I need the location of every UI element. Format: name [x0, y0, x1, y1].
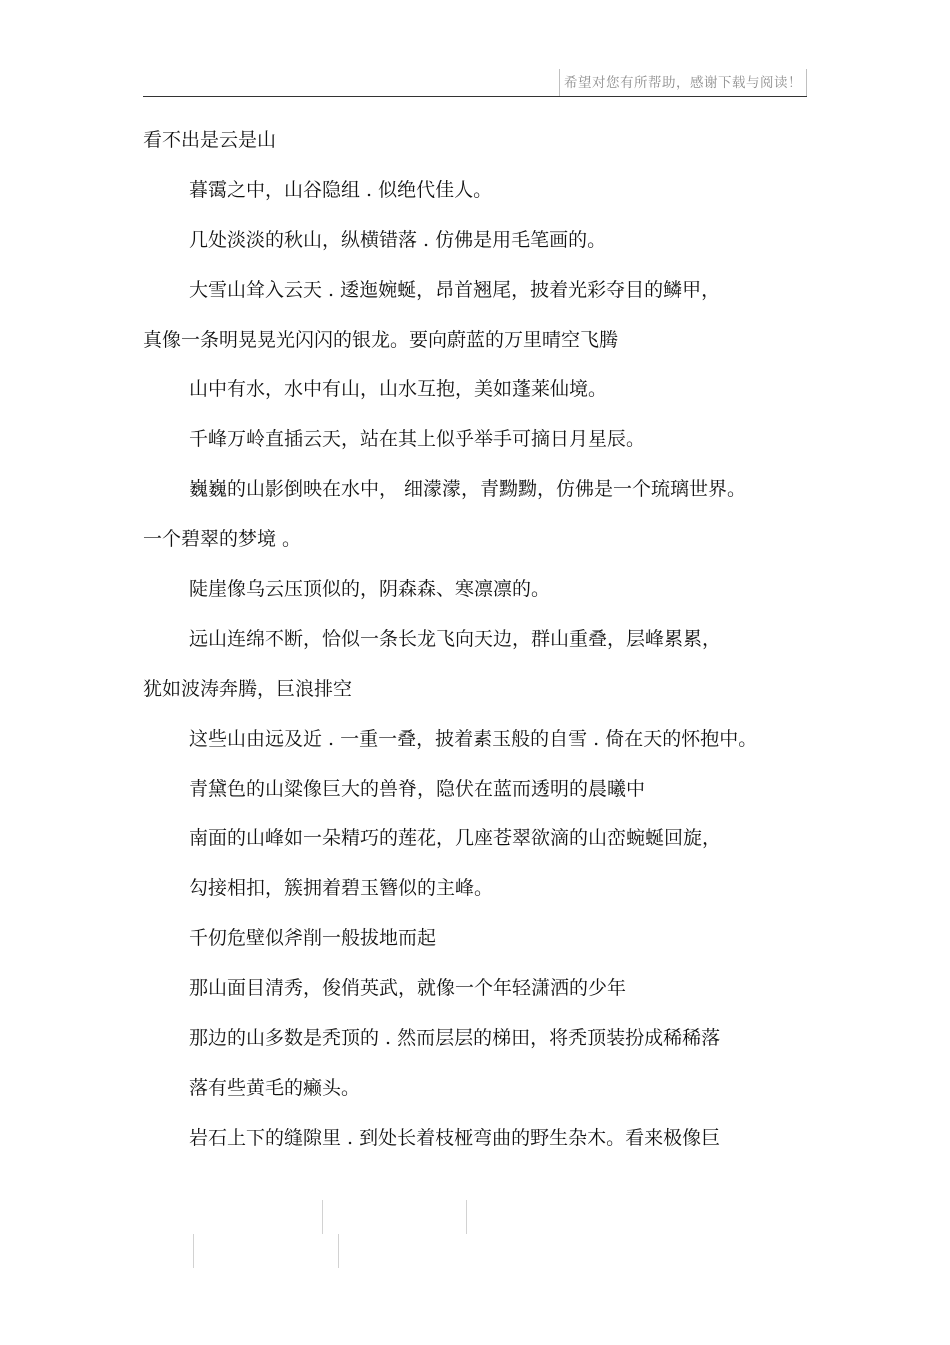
document-body	[143, 122, 823, 1170]
text-line: 山中有水，水中有山，山水互抱，美如蓬莱仙境。	[189, 378, 608, 401]
text-line: 勾接相扣，簇拥着碧玉簪似的主峰。	[189, 877, 494, 900]
scan-artifact-line	[193, 1234, 194, 1268]
text-line: 那山面目清秀，俊俏英武，就像一个年轻潇洒的少年	[189, 977, 627, 1000]
text-line: 千峰万岭直插云天，站在其上似乎举手可摘日月星辰。	[189, 428, 646, 451]
text-line: 那边的山多数是秃顶的 . 然而层层的梯田，将秃顶装扮成稀稀落	[189, 1027, 721, 1050]
text-line: 陡崖像乌云压顶似的，阴森森、寒凛凛的。	[189, 578, 551, 601]
text-line: 这些山由远及近 . 一重一叠，披着素玉般的自雪 . 倚在天的怀抱中。	[189, 727, 758, 750]
text-line: 千仞危壁似斧削一般拔地而起	[189, 927, 437, 950]
header-note: 希望对您有所帮助，感谢下载与阅读！	[559, 69, 807, 97]
text-line: 暮霭之中，山谷隐组 . 似绝代佳人。	[189, 178, 493, 201]
scan-artifact-line	[322, 1200, 323, 1234]
text-line: 巍巍的山影倒映在水中， 细濛濛，青黝黝，仿佛是一个琉璃世界。	[189, 478, 747, 501]
scan-artifact-line	[466, 1200, 467, 1234]
text-line: 落有些黄毛的癞头。	[189, 1076, 361, 1099]
text-line: 远山连绵不断，恰似一条长龙飞向天边，群山重叠，层峰累累，	[189, 627, 722, 650]
text-line: 青黛色的山粱像巨大的兽脊，隐伏在蓝而透明的晨曦中	[189, 777, 646, 800]
text-line: 南面的山峰如一朵精巧的莲花，几座苍翠欲滴的山峦蜿蜒回旋，	[189, 827, 722, 850]
text-line: 一个碧翠的梦境 。	[143, 528, 302, 551]
text-line: 几处淡淡的秋山，纵横错落 . 仿佛是用毛笔画的。	[189, 228, 607, 251]
scan-artifact-line	[338, 1234, 339, 1268]
text-line: 岩石上下的缝隙里 . 到处长着枝桠弯曲的野生杂木。看来极像巨	[189, 1126, 721, 1149]
text-line: 看不出是云是山	[143, 129, 277, 151]
text-line: 大雪山耸入云天 . 逶迤婉蜒，昂首翘尾，披着光彩夺目的鳞甲，	[189, 278, 721, 301]
text-line: 犹如波涛奔腾，巨浪排空	[143, 677, 353, 700]
text-line: 真像一条明晃晃光闪闪的银龙。要向蔚蓝的万里晴空飞腾	[143, 328, 619, 351]
header-divider	[143, 96, 807, 97]
